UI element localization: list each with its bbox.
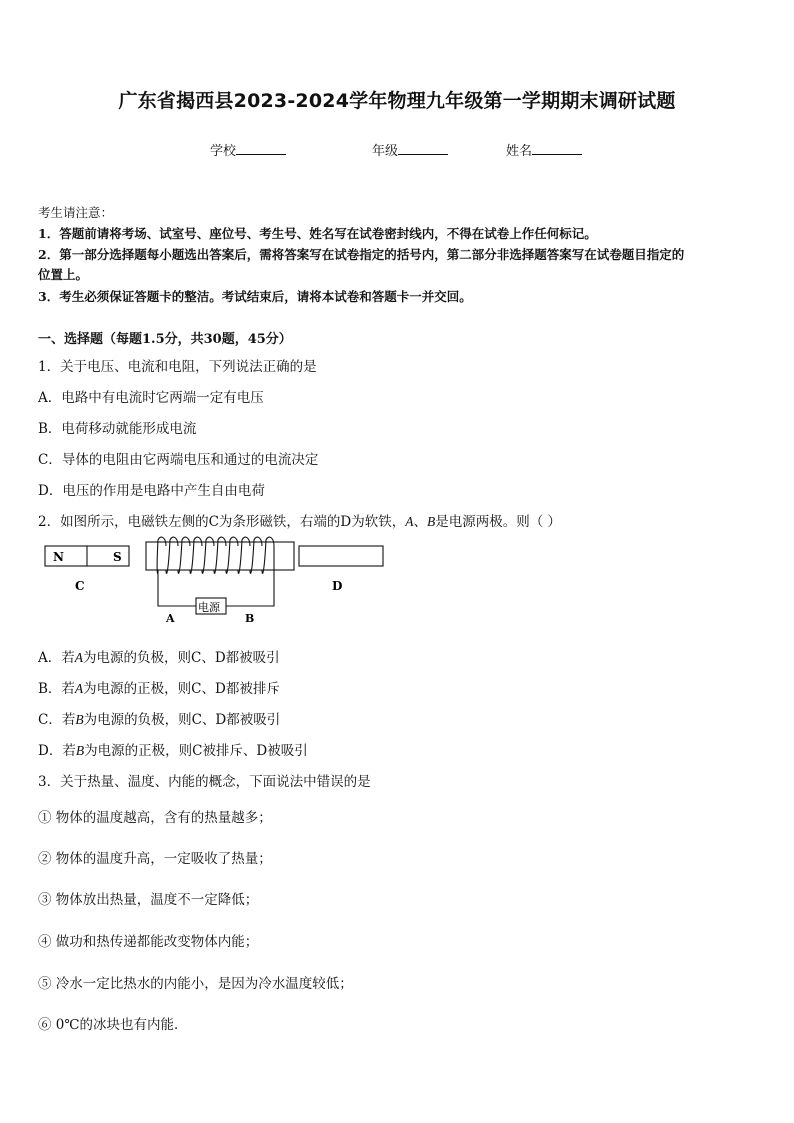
option-text: 为电源的负极，则C、D都被吸引 <box>83 712 281 728</box>
option-var: B <box>75 743 85 758</box>
power-source <box>196 598 226 614</box>
notice-item: 3．考生必须保证答题卡的整洁。考试结束后，请将本试卷和答题卡一并交回。 <box>38 289 472 304</box>
terminal-a-label: A <box>166 612 175 625</box>
power-source-label: 电源 <box>198 601 220 614</box>
grade-field <box>372 140 448 159</box>
name-field <box>506 140 582 159</box>
option-text: 为电源的正极，则C、D都被排斥 <box>83 681 280 697</box>
q2-option-d <box>38 739 308 759</box>
q2-stem <box>38 510 561 530</box>
q2-stem-text: 2．如图所示，电磁铁左侧的C为条形磁铁，右端的D为软铁， <box>38 514 406 530</box>
magnet-s-label: S <box>113 550 122 564</box>
q1-option-d: D．电压的作用是电路中产生自由电荷 <box>38 483 265 499</box>
q2-stem-var-a: A <box>405 514 414 529</box>
option-prefix: C．若 <box>38 712 76 728</box>
option-text: 为电源的负极，则C、D都被吸引 <box>83 650 280 666</box>
option-text: 为电源的正极，则C被排斥、D被吸引 <box>84 743 308 759</box>
q1-option-b: B．电荷移动就能形成电流 <box>38 421 197 437</box>
name-label: 姓名 <box>506 144 533 159</box>
grade-blank <box>398 142 448 155</box>
school-field <box>210 140 286 159</box>
page-title: 广东省揭西县2023-2024学年物理九年级第一学期期末调研试题 <box>118 90 676 112</box>
q2-option-c <box>38 708 280 728</box>
terminal-b-label: B <box>245 612 255 625</box>
q3-item: ⑤ 冷水一定比热水的内能小，是因为冷水温度较低； <box>38 976 353 992</box>
q3-item: ② 物体的温度升高，一定吸收了热量； <box>38 851 272 867</box>
notice-item: 2．第一部分选择题每小题选出答案后，需将答案写在试卷指定的括号内，第二部分非选择题答案写在试卷题目指定的 <box>38 247 685 262</box>
label-d: D <box>332 579 343 593</box>
electromagnet-figure <box>40 536 400 628</box>
grade-label: 年级 <box>372 144 399 159</box>
notice-heading: 考生请注意： <box>38 205 114 220</box>
q3-item: ① 物体的温度越高，含有的热量越多； <box>38 810 272 826</box>
option-var: A <box>74 681 84 696</box>
soft-iron <box>299 546 383 566</box>
option-var: A <box>74 650 83 665</box>
magnet-n-label: N <box>53 550 64 564</box>
q3-item: ⑥ 0℃的冰块也有内能． <box>38 1017 188 1033</box>
q1-option-c: C．导体的电阻由它两端电压和通过的电流决定 <box>38 452 319 468</box>
q2-option-a <box>38 646 280 666</box>
label-c: C <box>75 579 85 593</box>
q2-stem-var-b: B <box>427 514 436 529</box>
q2-stem-sep: 、 <box>413 514 427 530</box>
option-prefix: B．若 <box>38 681 75 697</box>
name-blank <box>532 142 582 155</box>
q3-item: ④ 做功和热传递都能改变物体内能； <box>38 934 259 950</box>
q2-option-b <box>38 677 280 697</box>
q2-stem-end: 是电源两极。则（ ） <box>435 514 562 530</box>
option-prefix: A．若 <box>38 650 75 666</box>
electromagnet <box>146 537 294 606</box>
notice-item: 位置上。 <box>38 267 89 282</box>
q3-item: ③ 物体放出热量，温度不一定降低； <box>38 892 259 908</box>
q1-stem: 1．关于电压、电流和电阻，下列说法正确的是 <box>38 359 317 375</box>
q1-option-a: A．电路中有电流时它两端一定有电压 <box>38 390 264 406</box>
option-var: B <box>75 712 84 727</box>
section-heading: 一、选择题（每题1.5分，共30题，45分） <box>38 332 292 347</box>
bar-magnet <box>45 546 129 566</box>
notice-item: 1．答题前请将考场、试室号、座位号、考生号、姓名写在试卷密封线内，不得在试卷上作任何标记。 <box>38 226 597 241</box>
school-blank <box>236 142 286 155</box>
school-label: 学校 <box>210 144 237 159</box>
q3-stem: 3．关于热量、温度、内能的概念，下面说法中错误的是 <box>38 774 371 790</box>
option-prefix: D．若 <box>38 743 76 759</box>
